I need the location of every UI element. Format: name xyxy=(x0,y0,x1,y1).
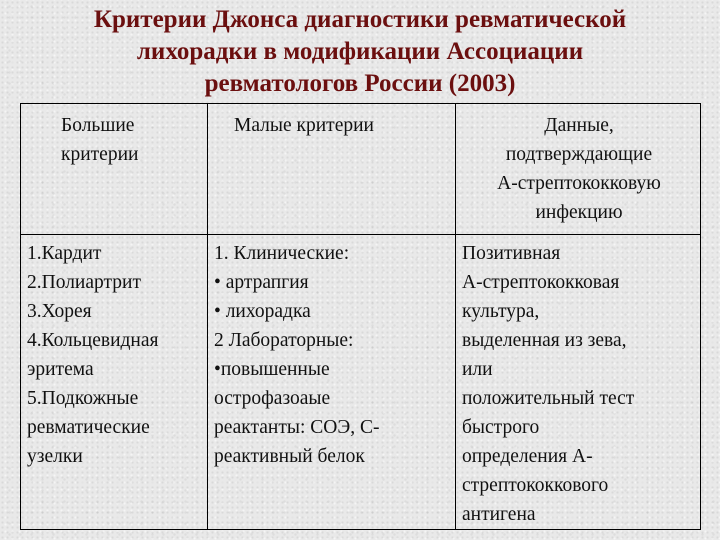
title-line-3: ревматологов России (2003) xyxy=(204,70,516,97)
list-item: культура, xyxy=(462,301,540,322)
title-line-2: лихорадки в модификации Ассоциации xyxy=(136,38,584,65)
header-text: критерии xyxy=(61,144,139,165)
minor-criteria-cell xyxy=(208,235,456,530)
list-item: стрептококкового xyxy=(462,475,609,496)
list-item: острофазоаые xyxy=(214,388,331,409)
list-item: эритема xyxy=(27,359,94,380)
list-item: реактанты: СОЭ, С- xyxy=(214,417,380,438)
header-text: инфекцию xyxy=(535,202,623,223)
list-item: положительный тест xyxy=(462,388,635,409)
table-body-row xyxy=(21,235,701,530)
list-item: • лихорадка xyxy=(214,301,311,322)
list-item: 5.Подкожные xyxy=(27,388,139,409)
list-item: 2.Полиартрит xyxy=(27,272,141,293)
list-item: быстрого xyxy=(462,417,540,438)
list-item: реактивный белок xyxy=(214,446,365,467)
header-text: Данные, xyxy=(544,115,614,136)
list-item: • артрапгия xyxy=(214,272,309,293)
list-item: антигена xyxy=(462,504,536,525)
list-item: •повышенные xyxy=(214,359,330,380)
table-header-row xyxy=(21,104,701,235)
list-item: узелки xyxy=(27,446,83,467)
header-minor-criteria xyxy=(208,104,456,235)
major-criteria-cell xyxy=(21,235,208,530)
list-item: выделенная из зева, xyxy=(462,330,627,351)
jones-criteria-table xyxy=(20,103,701,530)
title-line-1: Критерии Джонса диагностики ревматической xyxy=(93,6,627,33)
list-item: 1.Кардит xyxy=(27,243,102,264)
header-text: А-стрептококковую xyxy=(497,173,661,194)
list-item: Позитивная xyxy=(462,243,561,264)
list-item: или xyxy=(462,359,493,380)
list-item: 1. Клинические: xyxy=(214,243,350,264)
header-major-criteria xyxy=(21,104,208,235)
list-item: 2 Лабораторные: xyxy=(214,330,354,351)
header-strep-evidence xyxy=(456,104,701,235)
header-text: Большие xyxy=(61,115,135,136)
list-item: А-стрептококковая xyxy=(462,272,620,293)
strep-evidence-cell xyxy=(456,235,701,530)
list-item: 3.Хорея xyxy=(27,301,92,322)
list-item: 4.Кольцевидная xyxy=(27,330,159,351)
list-item: ревматические xyxy=(27,417,150,438)
header-text: Малые критерии xyxy=(234,115,374,136)
header-text: подтверждающие xyxy=(505,144,653,165)
list-item: определения А- xyxy=(462,446,593,467)
slide-title xyxy=(0,4,720,100)
